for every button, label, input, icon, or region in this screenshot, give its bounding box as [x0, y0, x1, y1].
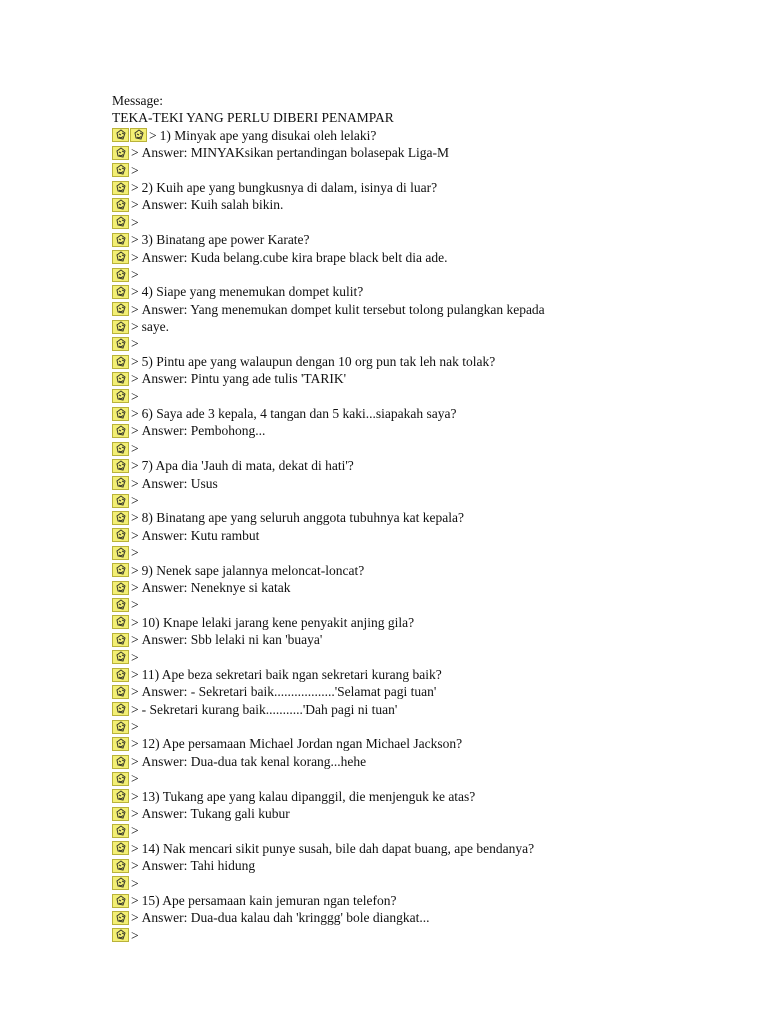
- line-text: Answer: Tukang gali kubur: [141, 806, 290, 822]
- quote-arrow: >: [131, 632, 139, 648]
- line-text: saye.: [141, 319, 169, 335]
- emoticon-group: [112, 650, 129, 664]
- quoted-line: [112, 266, 752, 283]
- wink-emoticon-icon: [112, 146, 129, 160]
- quote-arrow: >: [131, 214, 139, 230]
- wink-emoticon-icon: [112, 668, 129, 682]
- quoted-line: [112, 388, 752, 405]
- wink-emoticon-icon: [112, 928, 129, 942]
- wink-emoticon-icon: [112, 615, 129, 629]
- quote-arrow: >: [131, 266, 139, 282]
- line-text: 10) Knape lelaki jarang kene penyakit anjing gila?: [141, 614, 415, 630]
- emoticon-group: [112, 163, 129, 177]
- wink-emoticon-icon: [112, 633, 129, 647]
- quote-arrow: >: [131, 475, 139, 491]
- wink-emoticon-icon: [112, 737, 129, 751]
- wink-emoticon-icon: [112, 250, 129, 264]
- quote-arrow: >: [131, 545, 139, 561]
- emoticon-group: [112, 598, 129, 612]
- emoticon-group: [112, 633, 129, 647]
- emoticon-group: [112, 615, 129, 629]
- line-text: 7) Apa dia 'Jauh di mata, dekat di hati'?: [141, 458, 354, 474]
- line-text: 6) Saya ade 3 kepala, 4 tangan dan 5 kaki...siapakah saya?: [141, 406, 457, 422]
- quoted-line: [112, 753, 752, 770]
- emoticon-group: [112, 302, 129, 316]
- quote-arrow: >: [131, 840, 139, 856]
- line-text: Answer: Kutu rambut: [141, 527, 260, 543]
- quote-arrow: >: [131, 875, 139, 891]
- emoticon-group: [112, 181, 129, 195]
- emoticon-group: [112, 841, 129, 855]
- quote-arrow: >: [131, 510, 139, 526]
- emoticon-group: [112, 685, 129, 699]
- emoticon-group: [112, 459, 129, 473]
- quoted-line: [112, 527, 752, 544]
- emoticon-group: [112, 128, 147, 142]
- line-text: Answer: Sbb lelaki ni kan 'buaya': [141, 632, 323, 648]
- quote-arrow: >: [131, 440, 139, 456]
- line-text: Answer: Tahi hidung: [141, 858, 256, 874]
- line-text: - Sekretari kurang baik...........'Dah pagi ni tuan': [141, 701, 398, 717]
- quote-arrow: >: [131, 701, 139, 717]
- wink-emoticon-icon: [112, 215, 129, 229]
- wink-emoticon-icon: [112, 859, 129, 873]
- quoted-line: [112, 927, 752, 944]
- quote-arrow: >: [131, 736, 139, 752]
- quoted-line: [112, 301, 752, 318]
- line-text: Answer: - Sekretari baik..................'Selamat pagi tuan': [141, 684, 437, 700]
- wink-emoticon-icon: [112, 911, 129, 925]
- emoticon-group: [112, 337, 129, 351]
- quoted-line: [112, 405, 752, 422]
- quote-arrow: >: [131, 806, 139, 822]
- quote-arrow: >: [131, 353, 139, 369]
- line-text: 11) Ape beza sekretari baik ngan sekretari kurang baik?: [141, 666, 442, 682]
- line-text: 14) Nak mencari sikit punye susah, bile dah dapat buang, ape bendanya?: [141, 840, 535, 856]
- quoted-line: [112, 840, 752, 857]
- wink-emoticon-icon: [112, 233, 129, 247]
- line-text: 1) Minyak ape yang disukai oleh lelaki?: [159, 127, 377, 143]
- quoted-line: [112, 562, 752, 579]
- quote-arrow: >: [131, 666, 139, 682]
- emoticon-group: [112, 250, 129, 264]
- quoted-line: [112, 370, 752, 387]
- quote-arrow: >: [131, 927, 139, 943]
- emoticon-group: [112, 198, 129, 212]
- wink-emoticon-icon: [112, 511, 129, 525]
- wink-emoticon-icon: [112, 546, 129, 560]
- emoticon-group: [112, 894, 129, 908]
- wink-emoticon-icon: [112, 841, 129, 855]
- emoticon-group: [112, 476, 129, 490]
- emoticon-group: [112, 755, 129, 769]
- quoted-line: [112, 822, 752, 839]
- line-text: Answer: Neneknye si katak: [141, 579, 291, 595]
- emoticon-group: [112, 146, 129, 160]
- line-text: Answer: Dua-dua tak kenal korang...hehe: [141, 753, 367, 769]
- quoted-line: [112, 196, 752, 213]
- emoticon-group: [112, 320, 129, 334]
- quote-arrow: >: [131, 336, 139, 352]
- quote-arrow: >: [131, 684, 139, 700]
- quote-arrow: >: [131, 232, 139, 248]
- wink-emoticon-icon: [112, 702, 129, 716]
- quote-arrow: >: [131, 597, 139, 613]
- wink-emoticon-icon: [112, 372, 129, 386]
- wink-emoticon-icon: [112, 128, 129, 142]
- line-text: 8) Binatang ape yang seluruh anggota tubuhnya kat kepala?: [141, 510, 465, 526]
- wink-emoticon-icon: [112, 442, 129, 456]
- quoted-line: [112, 770, 752, 787]
- emoticon-group: [112, 563, 129, 577]
- emoticon-group: [112, 372, 129, 386]
- line-text: Answer: Yang menemukan dompet kulit tersebut tolong pulangkan kepada: [141, 301, 545, 317]
- emoticon-group: [112, 268, 129, 282]
- wink-emoticon-icon: [112, 459, 129, 473]
- wink-emoticon-icon: [112, 876, 129, 890]
- quote-arrow: >: [131, 249, 139, 265]
- wink-emoticon-icon: [112, 285, 129, 299]
- line-text: Answer: MINYAKsikan pertandingan bolasepak Liga-M: [141, 145, 450, 161]
- quoted-line: [112, 683, 752, 700]
- quoted-line: [112, 422, 752, 439]
- wink-emoticon-icon: [112, 528, 129, 542]
- quote-arrow: >: [131, 527, 139, 543]
- line-text: 12) Ape persamaan Michael Jordan ngan Michael Jackson?: [141, 736, 463, 752]
- wink-emoticon-icon: [112, 581, 129, 595]
- emoticon-group: [112, 859, 129, 873]
- wink-emoticon-icon: [112, 424, 129, 438]
- emoticon-group: [112, 789, 129, 803]
- wink-emoticon-icon: [112, 789, 129, 803]
- quote-arrow: >: [131, 788, 139, 804]
- wink-emoticon-icon: [112, 302, 129, 316]
- emoticon-group: [112, 528, 129, 542]
- wink-emoticon-icon: [112, 824, 129, 838]
- wink-emoticon-icon: [112, 650, 129, 664]
- emoticon-group: [112, 876, 129, 890]
- quote-arrow: >: [131, 406, 139, 422]
- wink-emoticon-icon: [112, 337, 129, 351]
- quoted-line: [112, 335, 752, 352]
- quote-arrow: >: [131, 145, 139, 161]
- wink-emoticon-icon: [112, 772, 129, 786]
- emoticon-group: [112, 546, 129, 560]
- emoticon-group: [112, 389, 129, 403]
- quote-arrow: >: [131, 753, 139, 769]
- emoticon-group: [112, 911, 129, 925]
- message-document: [112, 92, 752, 944]
- emoticon-group: [112, 215, 129, 229]
- wink-emoticon-icon: [130, 128, 147, 142]
- quoted-line: [112, 457, 752, 474]
- emoticon-group: [112, 355, 129, 369]
- quoted-line: [112, 214, 752, 231]
- quote-arrow: >: [131, 771, 139, 787]
- wink-emoticon-icon: [112, 389, 129, 403]
- quote-arrow: >: [131, 614, 139, 630]
- quote-arrow: >: [131, 162, 139, 178]
- wink-emoticon-icon: [112, 268, 129, 282]
- wink-emoticon-icon: [112, 355, 129, 369]
- quoted-line: [112, 701, 752, 718]
- quoted-line: [112, 318, 752, 335]
- wink-emoticon-icon: [112, 563, 129, 577]
- quoted-line: [112, 735, 752, 752]
- quote-arrow: >: [131, 319, 139, 335]
- quoted-line: [112, 631, 752, 648]
- wink-emoticon-icon: [112, 598, 129, 612]
- quote-arrow: >: [131, 892, 139, 908]
- line-text: 13) Tukang ape yang kalau dipanggil, die menjenguk ke atas?: [141, 788, 476, 804]
- quote-arrow: >: [131, 388, 139, 404]
- emoticon-group: [112, 285, 129, 299]
- emoticon-group: [112, 772, 129, 786]
- emoticon-group: [112, 407, 129, 421]
- message-label: Message:: [112, 93, 163, 108]
- quoted-line: [112, 162, 752, 179]
- message-title: TEKA-TEKI YANG PERLU DIBERI PENAMPAR: [112, 110, 394, 126]
- quoted-line: [112, 596, 752, 613]
- quoted-line: [112, 666, 752, 683]
- quote-arrow: >: [149, 127, 157, 143]
- line-text: Answer: Kuih salah bikin.: [141, 197, 284, 213]
- wink-emoticon-icon: [112, 720, 129, 734]
- quoted-line: [112, 544, 752, 561]
- line-text: Answer: Pintu yang ade tulis 'TARIK': [141, 371, 347, 387]
- line-text: 2) Kuih ape yang bungkusnya di dalam, isinya di luar?: [141, 179, 438, 195]
- quote-arrow: >: [131, 719, 139, 735]
- quoted-line: [112, 492, 752, 509]
- wink-emoticon-icon: [112, 894, 129, 908]
- line-text: Answer: Dua-dua kalau dah 'kringgg' bole diangkat...: [141, 910, 430, 926]
- line-text: Answer: Kuda belang.cube kira brape black belt dia ade.: [141, 249, 448, 265]
- wink-emoticon-icon: [112, 807, 129, 821]
- line-text: 9) Nenek sape jalannya meloncat-loncat?: [141, 562, 365, 578]
- quoted-line: [112, 909, 752, 926]
- quote-arrow: >: [131, 301, 139, 317]
- quote-arrow: >: [131, 649, 139, 665]
- quote-arrow: >: [131, 823, 139, 839]
- quote-arrow: >: [131, 579, 139, 595]
- line-text: 4) Siape yang menemukan dompet kulit?: [141, 284, 364, 300]
- quoted-line: [112, 127, 752, 144]
- quote-arrow: >: [131, 197, 139, 213]
- quoted-line: [112, 440, 752, 457]
- emoticon-group: [112, 720, 129, 734]
- wink-emoticon-icon: [112, 407, 129, 421]
- quote-arrow: >: [131, 284, 139, 300]
- quote-arrow: >: [131, 910, 139, 926]
- emoticon-group: [112, 824, 129, 838]
- emoticon-group: [112, 581, 129, 595]
- wink-emoticon-icon: [112, 494, 129, 508]
- quoted-line: [112, 649, 752, 666]
- quoted-line: [112, 144, 752, 161]
- quoted-line: [112, 875, 752, 892]
- quoted-line: [112, 509, 752, 526]
- line-text: 5) Pintu ape yang walaupun dengan 10 org pun tak leh nak tolak?: [141, 353, 496, 369]
- wink-emoticon-icon: [112, 320, 129, 334]
- quote-arrow: >: [131, 179, 139, 195]
- quoted-line: [112, 179, 752, 196]
- quoted-line: [112, 579, 752, 596]
- line-text: Answer: Pembohong...: [141, 423, 266, 439]
- emoticon-group: [112, 702, 129, 716]
- quoted-line: [112, 718, 752, 735]
- quote-arrow: >: [131, 562, 139, 578]
- line-text: Answer: Usus: [141, 475, 218, 491]
- line-text: 3) Binatang ape power Karate?: [141, 232, 310, 248]
- quoted-line: [112, 892, 752, 909]
- wink-emoticon-icon: [112, 476, 129, 490]
- quoted-line: [112, 353, 752, 370]
- quote-arrow: >: [131, 458, 139, 474]
- quoted-line: [112, 614, 752, 631]
- emoticon-group: [112, 511, 129, 525]
- wink-emoticon-icon: [112, 685, 129, 699]
- message-body: [112, 127, 752, 944]
- quoted-line: [112, 231, 752, 248]
- quote-arrow: >: [131, 371, 139, 387]
- emoticon-group: [112, 737, 129, 751]
- emoticon-group: [112, 424, 129, 438]
- quoted-line: [112, 475, 752, 492]
- wink-emoticon-icon: [112, 755, 129, 769]
- quote-arrow: >: [131, 858, 139, 874]
- quoted-line: [112, 805, 752, 822]
- wink-emoticon-icon: [112, 198, 129, 212]
- quoted-line: [112, 857, 752, 874]
- quoted-line: [112, 788, 752, 805]
- line-text: 15) Ape persamaan kain jemuran ngan telefon?: [141, 892, 397, 908]
- emoticon-group: [112, 233, 129, 247]
- quote-arrow: >: [131, 423, 139, 439]
- emoticon-group: [112, 494, 129, 508]
- emoticon-group: [112, 928, 129, 942]
- emoticon-group: [112, 442, 129, 456]
- quoted-line: [112, 283, 752, 300]
- wink-emoticon-icon: [112, 181, 129, 195]
- quoted-line: [112, 249, 752, 266]
- emoticon-group: [112, 807, 129, 821]
- quote-arrow: >: [131, 492, 139, 508]
- wink-emoticon-icon: [112, 163, 129, 177]
- emoticon-group: [112, 668, 129, 682]
